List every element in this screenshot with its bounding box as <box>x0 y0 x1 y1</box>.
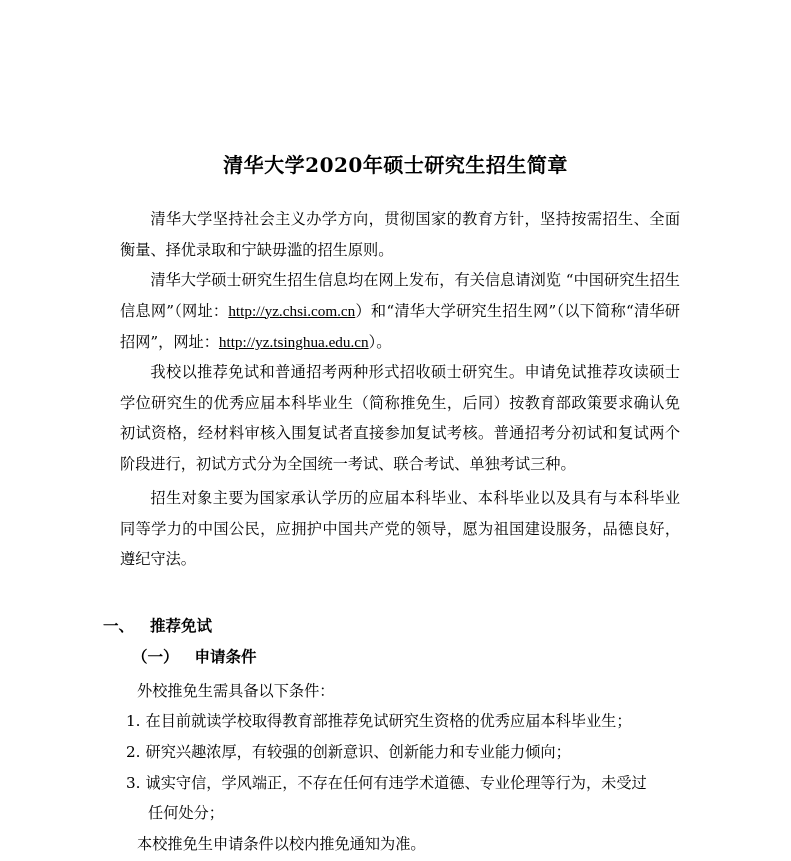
list-item-text: 研究兴趣浓厚，有较强的创新意识、创新能力和专业能力倾向； <box>145 743 571 761</box>
list-item <box>126 768 647 799</box>
section-label: 推荐免试 <box>150 616 213 635</box>
list-item <box>126 737 571 768</box>
list-item-text: 在目前就读学校取得教育部推荐免试研究生资格的优秀应届本科毕业生； <box>145 712 632 730</box>
chsi-link[interactable]: http://yz.chsi.com.cn <box>228 302 356 320</box>
tsinghua-yz-link[interactable]: http://yz.tsinghua.edu.cn <box>218 334 369 351</box>
list-item-number: 2. <box>126 743 141 761</box>
section-number: 一、 <box>103 616 135 635</box>
list-item <box>126 706 632 737</box>
subsection-heading-conditions <box>132 645 257 667</box>
list-item-text: 诚实守信，学风端正，不存在任何有违学术道德、专业伦理等行为，未受过 <box>145 774 647 792</box>
paragraph-eligibility: 招生对象主要为国家承认学历的应届本科毕业、本科毕业以及具有与本科毕业同等学力的中国公民，应拥护中国共产党的领导，愿为祖国建设服务，品德良好，遵纪守法。 <box>120 489 680 568</box>
paragraph-text: ）。 <box>368 333 392 351</box>
subsection-number: （一） <box>132 647 179 666</box>
section-heading-recommendation <box>103 614 212 636</box>
paragraph-text: 清华大学硕士研究生招生信息均在网上发布，有关信息请浏览 “中国研究生招生信息网”（网址： <box>120 271 680 320</box>
list-item-number: 3. <box>126 774 141 792</box>
list-item-number: 1. <box>126 712 141 730</box>
paragraph-info-sites <box>120 265 680 359</box>
paragraph-admission-forms: 我校以推荐免试和普通招考两种形式招收硕士研究生。申请免试推荐攻读硕士学位研究生的优秀应届本科毕业生（简称推免生，后同）按教育部政策要求确认免初试资格，经材料审核入围复试者直接参加复试考核。普通招考分初试和复试两个阶段进行，初试方式分为全国统一考试、联合考试、单独考试三种。 <box>120 363 680 473</box>
document-title: 清华大学2020年硕士研究生招生简章 <box>223 153 568 177</box>
paragraph-principles: 清华大学坚持社会主义办学方向，贯彻国家的教育方针，坚持按需招生、全面衡量、择优录取和宁缺毋滥的招生原则。 <box>120 210 680 259</box>
list-item-continuation: 任何处分； <box>148 804 224 822</box>
subsection-label: 申请条件 <box>194 647 257 666</box>
conditions-intro: 外校推免生需具备以下条件： <box>137 682 335 700</box>
conditions-outro: 本校推免生申请条件以校内推免通知为准。 <box>137 835 426 853</box>
paragraph-text: ）和“清华大学研究生招生网”（以下简称“清华研招网”，网址： <box>120 301 680 351</box>
